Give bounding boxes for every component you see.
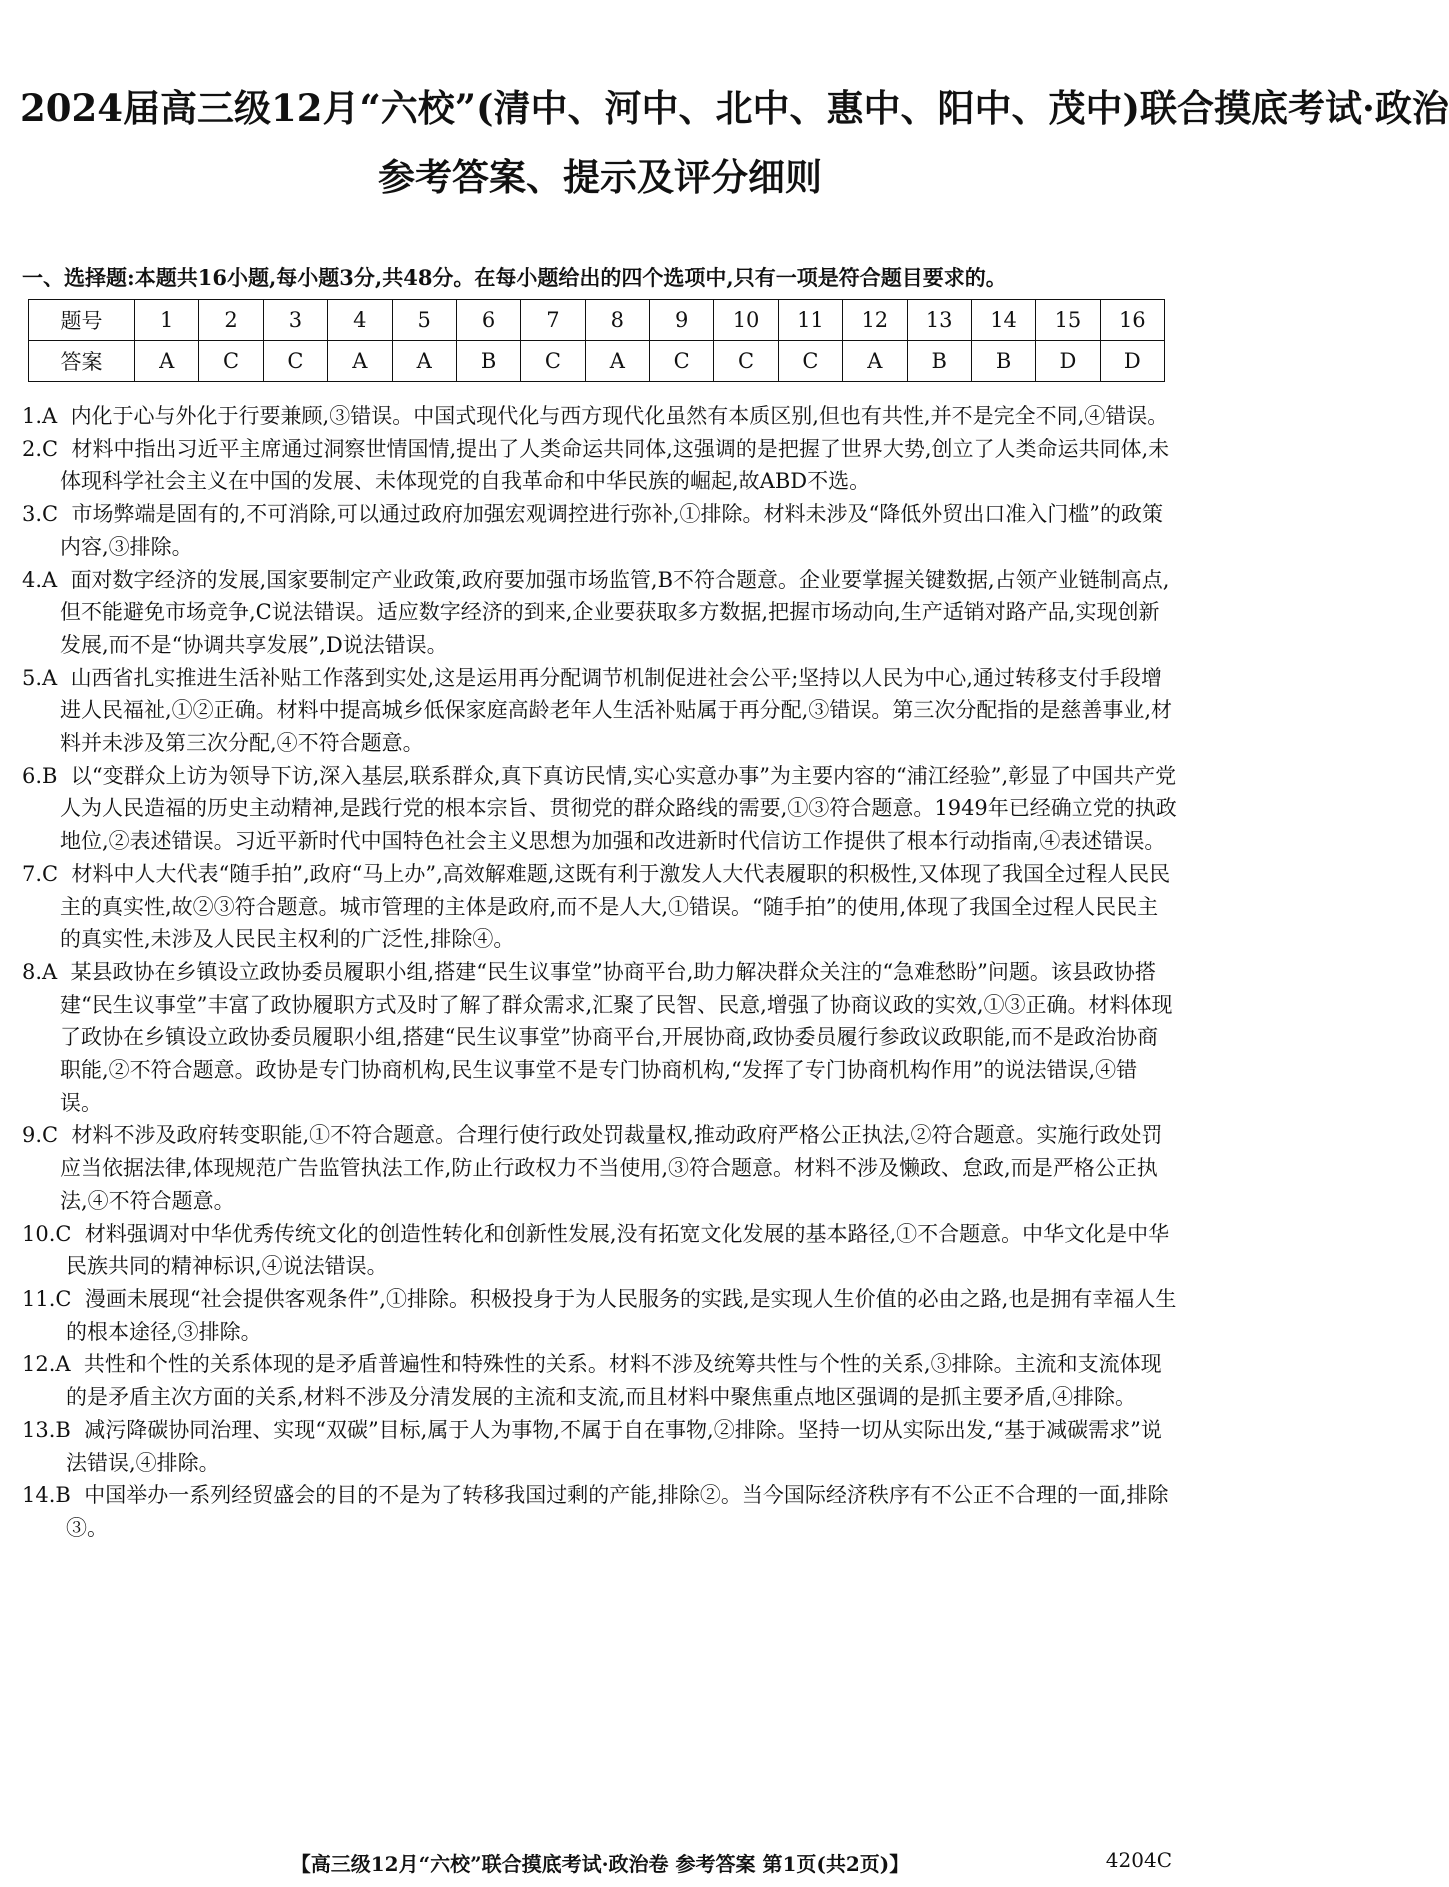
item-number: 3.C [22, 502, 59, 527]
row-label-number: 题号 [29, 300, 135, 341]
answer-cell: B [971, 341, 1035, 382]
item-text: 某县政协在乡镇设立政协委员履职小组,搭建“民生议事堂”协商平台,助力解决群众关注的“急难愁盼”问题。该县政协搭建“民生议事堂”丰富了政协履职方式及时了解了群众需求,汇聚了民智、民意,增强了协商议政的实效,①③正确。材料体现了政协在乡镇设立政协委员履职小组,搭建“民生议事堂”协商平台,开展协商,政协委员履行参政议政职能,而不是政治协商职能,②不符合题意。政协是专门协商机构,民生议事堂不是专门协商机构,“发挥了专门协商机构作用”的说法错误,④错误。 [60, 959, 1173, 1115]
question-number: 6 [456, 300, 520, 341]
question-number: 16 [1100, 300, 1164, 341]
question-number: 13 [907, 300, 971, 341]
item-number: 6.B [22, 763, 58, 788]
answer-cell: D [1036, 341, 1100, 382]
item-text: 以“变群众上访为领导下访,深入基层,联系群众,真下真访民情,实心实意办事”为主要内容的“浦江经验”,彰显了中国共产党人为人民造福的历史主动精神,是践行党的根本宗旨、贯彻党的群众路线的需要,①③符合题意。1949年已经确立党的执政地位,②表述错误。习近平新时代中国特色社会主义思想为加强和改进新时代信访工作提供了根本行动指南,④表述错误。 [60, 763, 1177, 854]
question-number: 3 [263, 300, 327, 341]
question-number: 5 [392, 300, 456, 341]
answer-cell: A [328, 341, 392, 382]
item-number: 2.C [22, 436, 59, 461]
answer-cell: C [650, 341, 714, 382]
question-number-row [29, 300, 1165, 341]
answer-cell: C [199, 341, 263, 382]
explanation-item [22, 1479, 1177, 1544]
explanation-item [22, 400, 1177, 433]
question-number: 9 [650, 300, 714, 341]
explanation-list [22, 400, 1177, 1545]
explanation-item [22, 498, 1177, 563]
answer-cell: C [714, 341, 778, 382]
item-number: 9.C [22, 1123, 59, 1148]
question-number: 7 [521, 300, 585, 341]
explanation-item [22, 662, 1177, 760]
item-text: 市场弊端是固有的,不可消除,可以通过政府加强宏观调控进行弥补,①排除。材料未涉及“降低外贸出口准入门槛”的政策内容,③排除。 [60, 502, 1163, 559]
question-number: 14 [971, 300, 1035, 341]
item-text: 共性和个性的关系体现的是矛盾普遍性和特殊性的关系。材料不涉及统筹共性与个性的关系,③排除。主流和支流体现的是矛盾主次方面的关系,材料不涉及分清发展的主流和支流,而且材料中聚焦重点地区强调的是抓主要矛盾,④排除。 [66, 1352, 1162, 1410]
answer-cell: C [778, 341, 842, 382]
item-number: 8.A [22, 959, 58, 984]
section-heading: 一、选择题:本题共16小题,每小题3分,共48分。在每小题给出的四个选项中,只有一项是符合题目要求的。 [22, 265, 1007, 290]
item-number: 13.B [22, 1417, 71, 1442]
answer-cell: B [456, 341, 520, 382]
question-number: 1 [135, 300, 199, 341]
explanation-item [22, 858, 1177, 956]
item-number: 1.A [22, 404, 58, 428]
explanation-item [22, 1218, 1177, 1283]
item-number: 14.B [22, 1483, 71, 1508]
paper-code: 4204C [1105, 1848, 1172, 1872]
item-number: 10.C [22, 1221, 72, 1246]
question-number: 2 [199, 300, 263, 341]
explanation-item [22, 1348, 1177, 1413]
answer-row [29, 341, 1165, 382]
answer-cell: A [843, 341, 907, 382]
explanation-item [22, 1414, 1177, 1479]
item-text: 山西省扎实推进生活补贴工作落到实处,这是运用再分配调节机制促进社会公平;坚持以人民为中心,通过转移支付手段增进人民福祉,①②正确。材料中提高城乡低保家庭高龄老年人生活补贴属于再分配,③错误。第三次分配指的是慈善事业,材料并未涉及第三次分配,④不符合题意。 [60, 665, 1173, 756]
question-number: 11 [778, 300, 842, 341]
item-number: 11.C [22, 1286, 72, 1311]
page-title: 2024届高三级12月“六校”(清中、河中、北中、惠中、阳中、茂中)联合摸底考试·政治 [20, 86, 1449, 130]
page-subtitle: 参考答案、提示及评分细则 [378, 155, 822, 199]
answer-cell: B [907, 341, 971, 382]
explanation-item [22, 564, 1177, 662]
item-text: 材料中指出习近平主席通过洞察世情国情,提出了人类命运共同体,这强调的是把握了世界大势,创立了人类命运共同体,未体现科学社会主义在中国的发展、未体现党的自我革命和中华民族的崛起,故ABD不选。 [60, 436, 1170, 494]
question-number: 8 [585, 300, 649, 341]
item-number: 5.A [22, 665, 58, 690]
answer-cell: A [135, 341, 199, 382]
question-number: 10 [714, 300, 778, 341]
item-text: 减污降碳协同治理、实现“双碳”目标,属于人为事物,不属于自在事物,②排除。坚持一切从实际出发,“基于减碳需求”说法错误,④排除。 [66, 1417, 1162, 1475]
row-label-answer: 答案 [29, 341, 135, 382]
item-number: 12.A [22, 1352, 71, 1377]
item-text: 材料中人大代表“随手拍”,政府“马上办”,高效解难题,这既有利于激发人大代表履职的积极性,又体现了我国全过程人民民主的真实性,故②③符合题意。城市管理的主体是政府,而不是人大,①错误。“随手拍”的使用,体现了我国全过程人民民主的真实性,未涉及人民民主权利的广泛性,排除④。 [60, 861, 1171, 952]
item-text: 材料不涉及政府转变职能,①不符合题意。合理行使行政处罚裁量权,推动政府严格公正执法,②符合题意。实施行政处罚应当依据法律,体现规范广告监管执法工作,防止行政权力不当使用,③符合题意。材料不涉及懒政、怠政,而是严格公正执法,④不符合题意。 [60, 1123, 1163, 1213]
explanation-item [22, 1119, 1177, 1217]
question-number: 12 [843, 300, 907, 341]
answer-cell: A [585, 341, 649, 382]
explanation-item [22, 956, 1177, 1120]
item-text: 中国举办一系列经贸盛会的目的不是为了转移我国过剩的产能,排除②。当今国际经济秩序有不公正不合理的一面,排除③。 [66, 1483, 1169, 1540]
page-footer: 【高三级12月“六校”联合摸底考试·政治卷 参考答案 第1页(共2页)】 [290, 1852, 910, 1876]
explanation-item [22, 1283, 1177, 1348]
answer-cell: D [1100, 341, 1164, 382]
item-text: 面对数字经济的发展,国家要制定产业政策,政府要加强市场监管,B不符合题意。企业要掌握关键数据,占领产业链制高点,但不能避免市场竞争,C说法错误。适应数字经济的到来,企业要获取多方数据,把握市场动向,生产适销对路产品,实现创新发展,而不是“协调共享发展”,D说法错误。 [60, 567, 1170, 657]
answer-cell: C [521, 341, 585, 382]
answer-cell: C [263, 341, 327, 382]
question-number: 4 [328, 300, 392, 341]
item-text: 内化于心与外化于行要兼顾,③错误。中国式现代化与西方现代化虽然有本质区别,但也有共性,并不是完全不同,④错误。 [70, 404, 1169, 428]
item-number: 4.A [22, 567, 58, 592]
answer-cell: A [392, 341, 456, 382]
item-text: 材料强调对中华优秀传统文化的创造性转化和创新性发展,没有拓宽文化发展的基本路径,①不合题意。中华文化是中华民族共同的精神标识,④说法错误。 [66, 1221, 1170, 1279]
answer-table [28, 299, 1165, 382]
item-number: 7.C [22, 861, 59, 886]
explanation-item [22, 760, 1177, 858]
question-number: 15 [1036, 300, 1100, 341]
explanation-item [22, 433, 1177, 498]
item-text: 漫画未展现“社会提供客观条件”,①排除。积极投身于为人民服务的实践,是实现人生价值的必由之路,也是拥有幸福人生的根本途径,③排除。 [66, 1286, 1177, 1344]
